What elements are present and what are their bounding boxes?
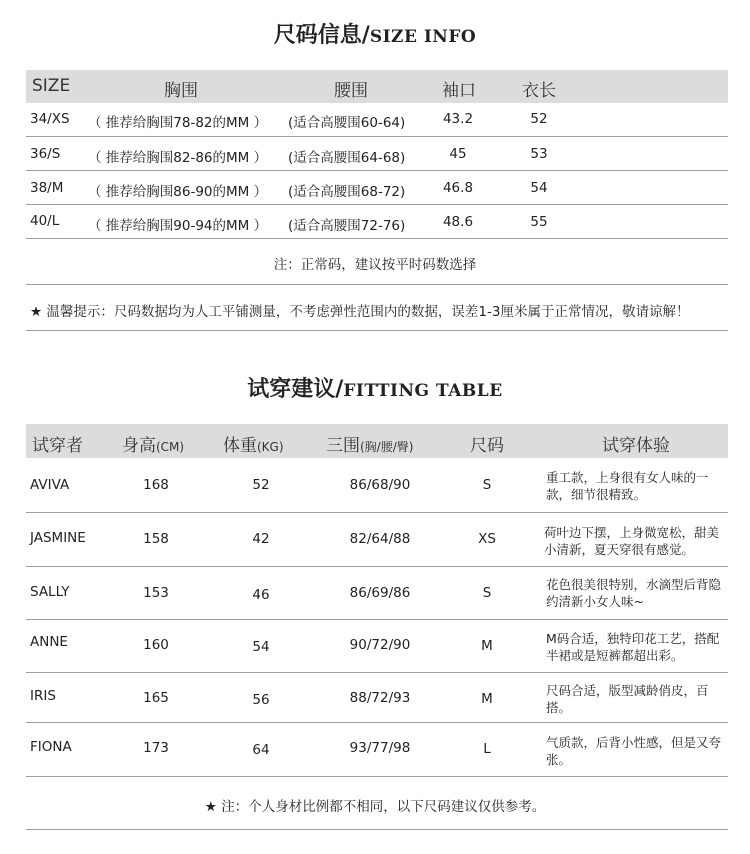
- size-cell: L: [483, 741, 491, 757]
- experience-cell: M码合适，独特印花工艺，搭配半裙或是短裤都超出彩。: [546, 631, 720, 663]
- size-cell: XS: [478, 531, 496, 547]
- size-info-title-en: SIZE INFO: [369, 27, 477, 47]
- header-tester: 试穿者: [32, 436, 83, 456]
- header-measures: [326, 431, 413, 456]
- measures-cell: 86/69/86: [349, 585, 411, 601]
- fitting-table-header: [26, 424, 728, 458]
- chest-cell: （ 推荐给胸围82-86的MM ）: [88, 150, 268, 166]
- height-cell: 165: [143, 690, 169, 706]
- weight-cell: 42: [252, 531, 270, 547]
- header-measures-unit: (胸/腰/臀): [360, 440, 414, 454]
- measures-cell: 82/64/88: [349, 531, 411, 547]
- measures-cell: 86/68/90: [349, 477, 411, 493]
- row-divider: [26, 672, 728, 673]
- tester-cell: JASMINE: [30, 530, 86, 546]
- cuff-cell: 48.6: [442, 214, 474, 230]
- size-info-title-cn: 尺码信息/: [273, 23, 370, 48]
- header-weight-unit: (KG): [257, 440, 284, 454]
- row-divider: [26, 136, 728, 137]
- experience-cell: 花色很美很特别，水滴型后背隐约清新小女人味~: [546, 577, 722, 609]
- row-divider: [26, 238, 728, 239]
- row-divider: [26, 512, 728, 513]
- cuff-cell: 45: [449, 146, 467, 162]
- fitting-title: [0, 372, 750, 403]
- size-cell: 34/XS: [30, 111, 70, 127]
- header-weight-label: 体重: [223, 436, 257, 456]
- experience-cell: 荷叶边下摆，上身微宽松，甜美小清新，夏天穿很有感觉。: [544, 525, 720, 557]
- waist-cell: (适合高腰围68-72): [288, 184, 406, 200]
- measures-cell: 93/77/98: [349, 740, 411, 756]
- weight-cell: 52: [252, 477, 270, 493]
- row-divider: [26, 566, 728, 567]
- weight-cell: 64: [252, 742, 270, 758]
- chest-cell: （ 推荐给胸围78-82的MM ）: [88, 115, 268, 131]
- experience-cell: 尺码合适，版型减龄俏皮，百搭。: [546, 683, 709, 715]
- size-cell: M: [481, 638, 493, 654]
- weight-cell: 56: [252, 692, 270, 708]
- experience-cell: 气质款，后背小性感，但是又夸张。: [546, 735, 722, 767]
- header-height-label: 身高: [122, 436, 156, 456]
- size-note: 注：正常码，建议按平时码数选择: [273, 257, 477, 273]
- size-cell: S: [482, 477, 492, 493]
- tester-cell: SALLY: [30, 584, 70, 600]
- fitting-title-en: FITTING TABLE: [343, 381, 503, 401]
- size-cell: 36/S: [30, 146, 61, 162]
- header-length: 衣长: [522, 81, 556, 101]
- cuff-cell: 43.2: [442, 111, 474, 127]
- size-cell: S: [482, 585, 492, 601]
- cuff-cell: 46.8: [442, 180, 474, 196]
- header-experience: 试穿体验: [602, 436, 670, 456]
- height-cell: 173: [143, 740, 169, 756]
- row-divider: [26, 722, 728, 723]
- header-height-unit: (CM): [156, 440, 185, 454]
- measures-cell: 90/72/90: [349, 637, 411, 653]
- header-cuff: 袖口: [442, 81, 476, 101]
- waist-cell: (适合高腰围60-64): [288, 115, 406, 131]
- row-divider: [26, 170, 728, 171]
- header-height: [122, 431, 184, 456]
- measures-cell: 88/72/93: [349, 690, 411, 706]
- chest-cell: （ 推荐给胸围86-90的MM ）: [88, 184, 268, 200]
- header-waist: 腰围: [334, 81, 368, 101]
- weight-cell: 54: [252, 639, 270, 655]
- size-cell: 40/L: [30, 213, 60, 229]
- weight-cell: 46: [252, 587, 270, 603]
- height-cell: 153: [143, 585, 169, 601]
- size-cell: M: [481, 691, 493, 707]
- tester-cell: IRIS: [30, 688, 56, 704]
- row-divider: [26, 284, 728, 285]
- chest-cell: （ 推荐给胸围90-94的MM ）: [88, 218, 268, 234]
- tester-cell: FIONA: [30, 739, 72, 755]
- length-cell: 55: [530, 214, 548, 230]
- header-size: SIZE: [32, 76, 71, 96]
- fitting-title-cn: 试穿建议/: [247, 377, 344, 402]
- waist-cell: (适合高腰围72-76): [288, 218, 406, 234]
- height-cell: 158: [143, 531, 169, 547]
- size-cell: 38/M: [30, 180, 64, 196]
- height-cell: 160: [143, 637, 169, 653]
- header-size: 尺码: [470, 436, 504, 456]
- fitting-note: ★ 注：个人身材比例都不相同，以下尺码建议仅供参考。: [204, 799, 546, 815]
- row-divider: [26, 204, 728, 205]
- size-table-header: [26, 70, 728, 103]
- length-cell: 54: [530, 180, 548, 196]
- row-divider: [26, 776, 728, 777]
- row-divider: [26, 619, 728, 620]
- waist-cell: (适合高腰围64-68): [288, 150, 406, 166]
- height-cell: 168: [143, 477, 169, 493]
- experience-cell: 重工款，上身很有女人味的一款，细节很精致。: [546, 470, 709, 502]
- size-tip: ★ 温馨提示：尺码数据均为人工平铺测量，不考虑弹性范围内的数据，误差1-3厘米属于正常情况，敬请谅解！: [30, 304, 690, 320]
- row-divider: [26, 829, 728, 830]
- header-weight: [223, 431, 284, 456]
- header-measures-label: 三围: [326, 436, 360, 456]
- length-cell: 53: [530, 146, 548, 162]
- row-divider: [26, 330, 728, 331]
- size-info-title: [0, 18, 750, 49]
- header-chest: 胸围: [164, 81, 198, 101]
- tester-cell: AVIVA: [30, 477, 70, 493]
- length-cell: 52: [530, 111, 548, 127]
- tester-cell: ANNE: [30, 634, 68, 650]
